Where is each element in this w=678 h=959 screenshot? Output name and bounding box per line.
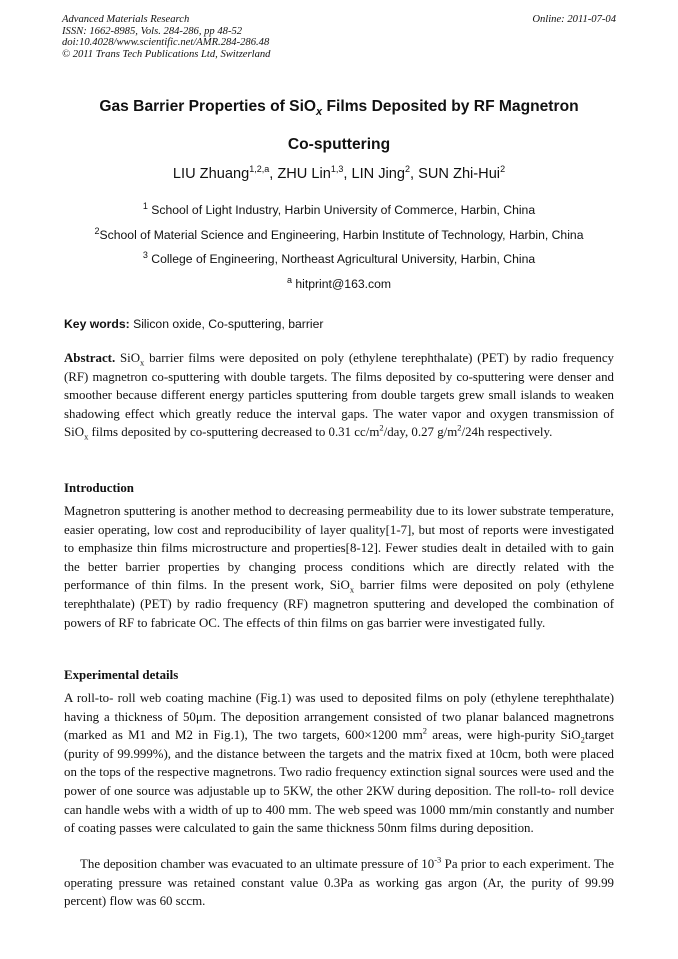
affiliation-3	[62, 251, 616, 267]
email-text[interactable]: hitprint@163.com	[291, 277, 392, 291]
author-sep: ,	[269, 166, 278, 182]
abstract-sup: 2	[379, 423, 384, 434]
author: LIU Zhuang	[172, 166, 250, 182]
author-sup: 1,2,a	[249, 164, 270, 175]
online-date: Online: 2011-07-04	[532, 14, 616, 25]
author-sup: 2	[405, 164, 411, 175]
exp-sub: 2	[580, 734, 585, 745]
abstract-text: /24h respectively.	[461, 425, 553, 440]
journal-name: Advanced Materials Research	[62, 14, 190, 25]
author-list	[62, 164, 616, 184]
affiliation-sup: 3	[142, 249, 148, 260]
paper-title	[62, 88, 616, 164]
abstract-text: SiO	[115, 351, 141, 365]
title-line-1	[62, 88, 616, 126]
author-sup: 2	[500, 164, 506, 175]
author-sep: ,	[343, 166, 352, 182]
affiliation-sup: 2	[94, 225, 100, 236]
keywords	[64, 316, 616, 332]
exp-sup: 2	[422, 725, 427, 736]
abstract-label: Abstract.	[64, 351, 116, 365]
copyright-line: © 2011 Trans Tech Publications Ltd, Switzerland	[62, 48, 271, 60]
journal-header	[62, 14, 616, 60]
author-sep: ,	[410, 166, 419, 182]
affiliation-text: School of Light Industry, Harbin University of Commerce, Harbin, China	[147, 203, 536, 217]
affiliation-text: College of Engineering, Northeast Agricultural University, Harbin, China	[147, 252, 536, 266]
author: SUN Zhi-Hui	[418, 166, 501, 182]
doi-line[interactable]: doi:10.4028/www.scientific.net/AMR.284-286.48	[62, 37, 270, 49]
exp-text: Pa prior to each experiment. The operating pressure was retained constant value 0.3Pa as working gas argon (Ar, the purity of 99.99 percent) flow was 60 sccm.	[64, 857, 614, 909]
exp-text: target (purity of 99.999%), and the distance between the targets and the matrix fixed at 10cm, both were placed on the tops of the respective magnetrons. Two radio frequency extinction signal sources were used and the power of one source was adjustable up to 5KW, the other 2KW during deposition. The roll-to- roll device can handle webs with a width of up to 400 mm. The web speed was 1000 mm/min constantly and number of coating passes were calculated to gain the same thickness 50nm films during deposition.	[64, 728, 614, 836]
author: LIN Jing	[351, 166, 406, 182]
author-sup: 1,3	[330, 164, 344, 175]
title-text-a: Gas Barrier Properties of SiO	[99, 98, 317, 115]
intro-text: Magnetron sputtering is another method to decreasing permeability due to its lower substrate temperature, easier operating, low cost and reproducibility of layer quality[1-7], but most of reports were investigated to emphasize thin films microstructure and properties[8-12]. Fewer studies dealt in detailed with to gain the better barrier properties by changing process conditions which are directly related with the performance of thin films. In the present work, SiO	[64, 504, 614, 593]
intro-text: barrier films were deposited on poly (ethylene terephthalate) (PET) by radio frequency (RF) magnetron sputtering and developed the combination of powers of RF to fabricate OC. The effects of thin films on gas barrier were investigated fully.	[64, 578, 614, 630]
experimental-paragraph-1	[64, 689, 614, 838]
exp-text: The deposition chamber was evacuated to an ultimate pressure of 10	[80, 857, 435, 871]
abstract-text: barrier films were deposited on poly (ethylene terephthalate) (PET) by radio frequency (RF) magnetron co-sputtering with double targets. The films deposited by co-sputtering were denser and smoother because different energy particles sputtering from double targets grew small islands to weaken shadowing effect which greatly reduce the interval gaps. The water vapor and oxygen transmission of SiO	[64, 351, 614, 440]
author: ZHU Lin	[277, 166, 331, 182]
intro-sub: x	[349, 584, 355, 595]
abstract-sub: x	[84, 431, 89, 442]
affiliation-2	[62, 227, 616, 243]
title-subscript: x	[316, 106, 323, 119]
abstract-text: /day, 0.27 g/m	[383, 425, 458, 440]
keywords-label: Key words:	[64, 317, 130, 331]
contact-email	[62, 276, 616, 292]
experimental-paragraph-2	[64, 855, 614, 911]
affiliation-sup: a	[286, 274, 292, 285]
exp-sup: -3	[434, 854, 442, 865]
abstract-paragraph	[64, 349, 614, 442]
introduction-paragraph	[64, 502, 614, 632]
section-heading-introduction: Introduction	[64, 481, 134, 495]
affiliation-1	[62, 202, 616, 218]
title-text-b: Films Deposited by RF Magnetron	[322, 98, 579, 115]
abstract-sub: x	[140, 357, 145, 368]
section-heading-experimental: Experimental details	[64, 668, 179, 682]
issn-line: ISSN: 1662-8985, Vols. 284-286, pp 48-52	[62, 25, 243, 37]
affiliation-sup: 1	[142, 200, 148, 211]
title-line-2: Co-sputtering	[287, 136, 391, 153]
abstract-text: films deposited by co-sputtering decreased to 0.31 cc/m	[88, 425, 380, 440]
exp-text: areas, were high-purity SiO	[426, 728, 581, 743]
keywords-text: Silicon oxide, Co-sputtering, barrier	[129, 317, 324, 331]
abstract-sup: 2	[457, 423, 462, 434]
affiliation-text: School of Material Science and Engineering, Harbin Institute of Technology, Harbin, China	[99, 228, 584, 242]
exp-text: A roll-to- roll web coating machine (Fig.1) was used to deposited films on poly (ethylene terephthalate) having a thickness of 50μm. The deposition arrangement consisted of two planar balanced magnetrons (marked as M1 and M2 in Fig.1), The two targets, 600×1200 mm	[64, 691, 614, 743]
